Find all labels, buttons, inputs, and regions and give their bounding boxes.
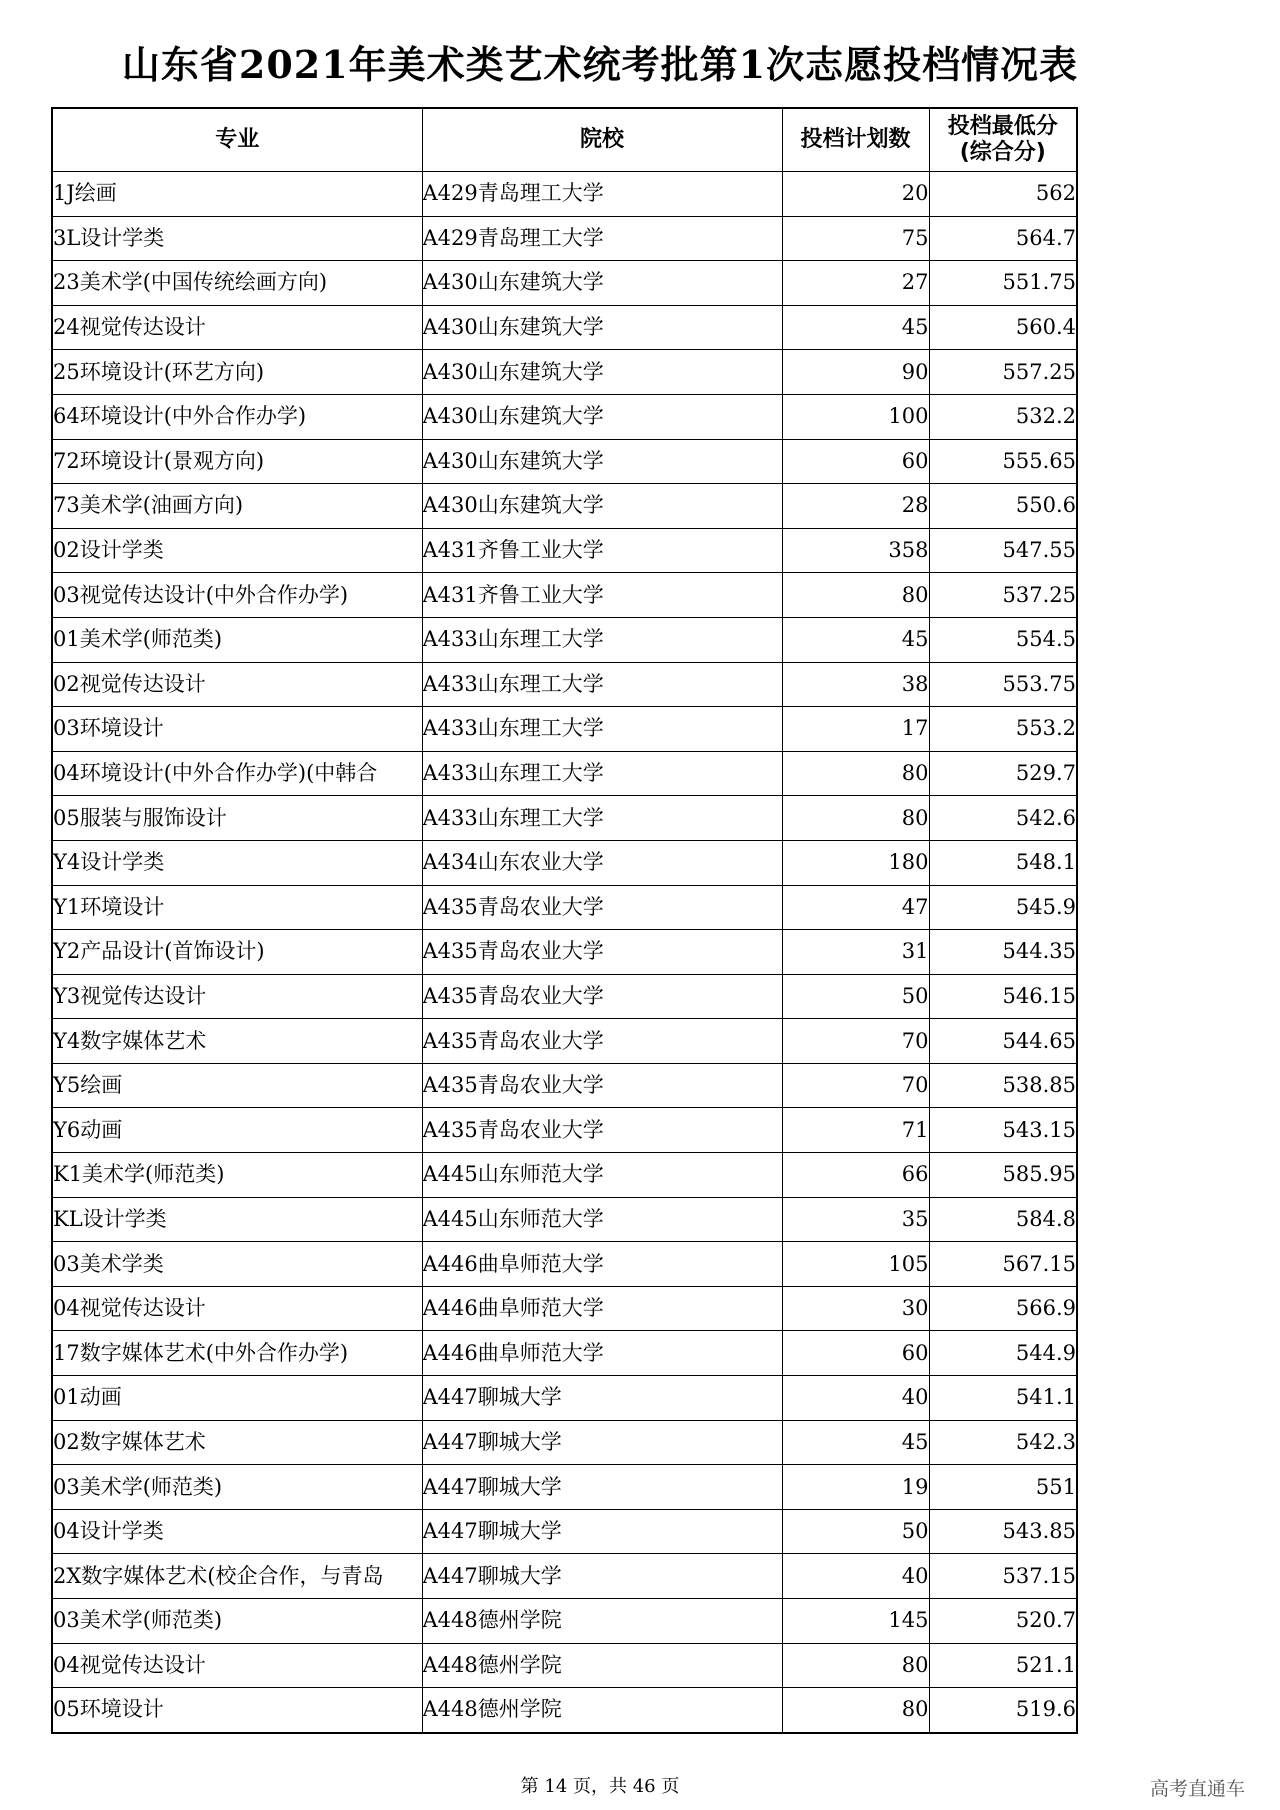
cell-plan-count: 70 — [782, 1019, 929, 1064]
cell-school: A433山东理工大学 — [422, 707, 782, 752]
cell-plan-count: 50 — [782, 974, 929, 1019]
cell-min-score: 544.9 — [929, 1331, 1077, 1376]
cell-plan-count: 45 — [782, 1420, 929, 1465]
cell-school: A435青岛农业大学 — [422, 1063, 782, 1108]
cell-school: A447聊城大学 — [422, 1465, 782, 1510]
cell-school: A433山东理工大学 — [422, 751, 782, 796]
cell-major: 04环境设计(中外合作办学)(中韩合 — [52, 751, 422, 796]
cell-min-score: 553.75 — [929, 662, 1077, 707]
cell-plan-count: 105 — [782, 1242, 929, 1287]
cell-school: A435青岛农业大学 — [422, 974, 782, 1019]
cell-min-score: 557.25 — [929, 350, 1077, 395]
cell-plan-count: 145 — [782, 1599, 929, 1644]
table-row — [52, 707, 1077, 752]
cell-plan-count: 70 — [782, 1063, 929, 1108]
cell-min-score: 542.6 — [929, 796, 1077, 841]
cell-min-score: 544.65 — [929, 1019, 1077, 1064]
table-row — [52, 1599, 1077, 1644]
cell-school: A431齐鲁工业大学 — [422, 528, 782, 573]
cell-major: 02数字媒体艺术 — [52, 1420, 422, 1465]
header-plan-count: 投档计划数 — [782, 108, 929, 172]
table-row — [52, 1108, 1077, 1153]
cell-school: A448德州学院 — [422, 1643, 782, 1688]
cell-min-score: 519.6 — [929, 1688, 1077, 1733]
cell-plan-count: 35 — [782, 1197, 929, 1242]
cell-min-score: 544.35 — [929, 930, 1077, 975]
cell-school: A433山东理工大学 — [422, 796, 782, 841]
cell-school: A434山东农业大学 — [422, 840, 782, 885]
table-header-row — [52, 108, 1077, 172]
table-row — [52, 305, 1077, 350]
cell-min-score: 542.3 — [929, 1420, 1077, 1465]
cell-school: A435青岛农业大学 — [422, 1019, 782, 1064]
cell-min-score: 537.25 — [929, 573, 1077, 618]
cell-min-score: 585.95 — [929, 1153, 1077, 1198]
cell-major: 73美术学(油画方向) — [52, 484, 422, 529]
cell-plan-count: 358 — [782, 528, 929, 573]
cell-school: A448德州学院 — [422, 1599, 782, 1644]
cell-min-score: 553.2 — [929, 707, 1077, 752]
table-row — [52, 796, 1077, 841]
cell-min-score: 584.8 — [929, 1197, 1077, 1242]
cell-plan-count: 40 — [782, 1376, 929, 1421]
cell-major: 04设计学类 — [52, 1509, 422, 1554]
cell-major: 01美术学(师范类) — [52, 617, 422, 662]
cell-plan-count: 28 — [782, 484, 929, 529]
cell-school: A430山东建筑大学 — [422, 305, 782, 350]
table-row — [52, 1376, 1077, 1421]
table-row — [52, 930, 1077, 975]
cell-school: A433山东理工大学 — [422, 662, 782, 707]
table-row — [52, 974, 1077, 1019]
table-row — [52, 1554, 1077, 1599]
cell-major: 05服装与服饰设计 — [52, 796, 422, 841]
table-row — [52, 573, 1077, 618]
cell-school: A430山东建筑大学 — [422, 439, 782, 484]
cell-school: A430山东建筑大学 — [422, 484, 782, 529]
cell-plan-count: 100 — [782, 394, 929, 439]
cell-school: A435青岛农业大学 — [422, 885, 782, 930]
cell-major: Y5绘画 — [52, 1063, 422, 1108]
cell-major: 23美术学(中国传统绘画方向) — [52, 261, 422, 306]
cell-plan-count: 19 — [782, 1465, 929, 1510]
cell-plan-count: 27 — [782, 261, 929, 306]
header-school: 院校 — [422, 108, 782, 172]
cell-plan-count: 47 — [782, 885, 929, 930]
cell-plan-count: 60 — [782, 1331, 929, 1376]
cell-min-score: 543.85 — [929, 1509, 1077, 1554]
cell-min-score: 532.2 — [929, 394, 1077, 439]
table-row — [52, 1688, 1077, 1733]
cell-min-score: 555.65 — [929, 439, 1077, 484]
table-row — [52, 484, 1077, 529]
table-row — [52, 394, 1077, 439]
cell-min-score: 551 — [929, 1465, 1077, 1510]
cell-major: Y4数字媒体艺术 — [52, 1019, 422, 1064]
cell-school: A445山东师范大学 — [422, 1197, 782, 1242]
table-row — [52, 1420, 1077, 1465]
cell-major: 05环境设计 — [52, 1688, 422, 1733]
cell-min-score: 546.15 — [929, 974, 1077, 1019]
cell-min-score: 538.85 — [929, 1063, 1077, 1108]
table-row — [52, 261, 1077, 306]
cell-school: A431齐鲁工业大学 — [422, 573, 782, 618]
cell-min-score: 543.15 — [929, 1108, 1077, 1153]
cell-plan-count: 180 — [782, 840, 929, 885]
cell-plan-count: 71 — [782, 1108, 929, 1153]
cell-school: A430山东建筑大学 — [422, 394, 782, 439]
cell-school: A448德州学院 — [422, 1688, 782, 1733]
cell-plan-count: 75 — [782, 216, 929, 261]
cell-major: 64环境设计(中外合作办学) — [52, 394, 422, 439]
page-footer: 第 14 页，共 46 页 — [520, 1776, 680, 1797]
cell-plan-count: 80 — [782, 751, 929, 796]
cell-min-score: 541.1 — [929, 1376, 1077, 1421]
cell-plan-count: 38 — [782, 662, 929, 707]
table-row — [52, 439, 1077, 484]
cell-school: A446曲阜师范大学 — [422, 1242, 782, 1287]
cell-school: A447聊城大学 — [422, 1554, 782, 1599]
table-row — [52, 1509, 1077, 1554]
cell-plan-count: 80 — [782, 796, 929, 841]
cell-major: Y3视觉传达设计 — [52, 974, 422, 1019]
cell-plan-count: 80 — [782, 1688, 929, 1733]
cell-min-score: 537.15 — [929, 1554, 1077, 1599]
cell-min-score: 554.5 — [929, 617, 1077, 662]
cell-min-score: 560.4 — [929, 305, 1077, 350]
cell-min-score: 567.15 — [929, 1242, 1077, 1287]
cell-major: 24视觉传达设计 — [52, 305, 422, 350]
cell-plan-count: 20 — [782, 172, 929, 217]
cell-major: 02视觉传达设计 — [52, 662, 422, 707]
document-title: 山东省2021年美术类艺术统考批第1次志愿投档情况表 — [121, 42, 1079, 87]
table-row — [52, 751, 1077, 796]
cell-plan-count: 60 — [782, 439, 929, 484]
cell-school: A429青岛理工大学 — [422, 172, 782, 217]
table-row — [52, 1643, 1077, 1688]
cell-school: A446曲阜师范大学 — [422, 1331, 782, 1376]
cell-plan-count: 30 — [782, 1286, 929, 1331]
cell-plan-count: 45 — [782, 305, 929, 350]
cell-min-score: 521.1 — [929, 1643, 1077, 1688]
cell-school: A435青岛农业大学 — [422, 1108, 782, 1153]
cell-major: 04视觉传达设计 — [52, 1643, 422, 1688]
cell-plan-count: 17 — [782, 707, 929, 752]
cell-major: 72环境设计(景观方向) — [52, 439, 422, 484]
cell-major: 01动画 — [52, 1376, 422, 1421]
cell-school: A447聊城大学 — [422, 1509, 782, 1554]
cell-major: 02设计学类 — [52, 528, 422, 573]
table-row — [52, 216, 1077, 261]
table-row — [52, 1153, 1077, 1198]
admission-table — [51, 107, 1078, 1734]
cell-major: K1美术学(师范类) — [52, 1153, 422, 1198]
cell-min-score: 548.1 — [929, 840, 1077, 885]
cell-plan-count: 50 — [782, 1509, 929, 1554]
cell-school: A445山东师范大学 — [422, 1153, 782, 1198]
table-row — [52, 1286, 1077, 1331]
cell-min-score: 550.6 — [929, 484, 1077, 529]
header-major: 专业 — [52, 108, 422, 172]
cell-plan-count: 31 — [782, 930, 929, 975]
cell-school: A433山东理工大学 — [422, 617, 782, 662]
cell-school: A429青岛理工大学 — [422, 216, 782, 261]
cell-min-score: 547.55 — [929, 528, 1077, 573]
table-row — [52, 172, 1077, 217]
cell-plan-count: 40 — [782, 1554, 929, 1599]
cell-min-score: 520.7 — [929, 1599, 1077, 1644]
cell-major: 3L设计学类 — [52, 216, 422, 261]
table-row — [52, 528, 1077, 573]
cell-min-score: 562 — [929, 172, 1077, 217]
cell-major: 03美术学(师范类) — [52, 1599, 422, 1644]
table-row — [52, 1331, 1077, 1376]
cell-major: KL设计学类 — [52, 1197, 422, 1242]
cell-min-score: 545.9 — [929, 885, 1077, 930]
cell-major: 03环境设计 — [52, 707, 422, 752]
cell-major: 03美术学类 — [52, 1242, 422, 1287]
table-row — [52, 1197, 1077, 1242]
watermark: 高考直通车 — [1150, 1778, 1246, 1800]
cell-major: 03美术学(师范类) — [52, 1465, 422, 1510]
header-min-score: 投档最低分 (综合分) — [929, 108, 1077, 172]
table-row — [52, 1063, 1077, 1108]
table-row — [52, 662, 1077, 707]
cell-school: A447聊城大学 — [422, 1420, 782, 1465]
cell-major: Y4设计学类 — [52, 840, 422, 885]
table-row — [52, 1242, 1077, 1287]
cell-major: Y2产品设计(首饰设计) — [52, 930, 422, 975]
cell-major: 2X数字媒体艺术(校企合作，与青岛 — [52, 1554, 422, 1599]
cell-plan-count: 66 — [782, 1153, 929, 1198]
cell-school: A446曲阜师范大学 — [422, 1286, 782, 1331]
cell-school: A447聊城大学 — [422, 1376, 782, 1421]
cell-major: 03视觉传达设计(中外合作办学) — [52, 573, 422, 618]
cell-plan-count: 80 — [782, 1643, 929, 1688]
table-row — [52, 350, 1077, 395]
table-row — [52, 617, 1077, 662]
cell-school: A435青岛农业大学 — [422, 930, 782, 975]
cell-major: 1J绘画 — [52, 172, 422, 217]
cell-major: Y6动画 — [52, 1108, 422, 1153]
cell-major: Y1环境设计 — [52, 885, 422, 930]
cell-plan-count: 90 — [782, 350, 929, 395]
cell-min-score: 564.7 — [929, 216, 1077, 261]
table-row — [52, 1019, 1077, 1064]
cell-major: 17数字媒体艺术(中外合作办学) — [52, 1331, 422, 1376]
cell-major: 04视觉传达设计 — [52, 1286, 422, 1331]
table-row — [52, 1465, 1077, 1510]
table-row — [52, 840, 1077, 885]
cell-min-score: 566.9 — [929, 1286, 1077, 1331]
cell-school: A430山东建筑大学 — [422, 261, 782, 306]
cell-min-score: 551.75 — [929, 261, 1077, 306]
cell-plan-count: 45 — [782, 617, 929, 662]
cell-major: 25环境设计(环艺方向) — [52, 350, 422, 395]
cell-min-score: 529.7 — [929, 751, 1077, 796]
table-row — [52, 885, 1077, 930]
cell-school: A430山东建筑大学 — [422, 350, 782, 395]
cell-plan-count: 80 — [782, 573, 929, 618]
table-body — [52, 172, 1077, 1733]
